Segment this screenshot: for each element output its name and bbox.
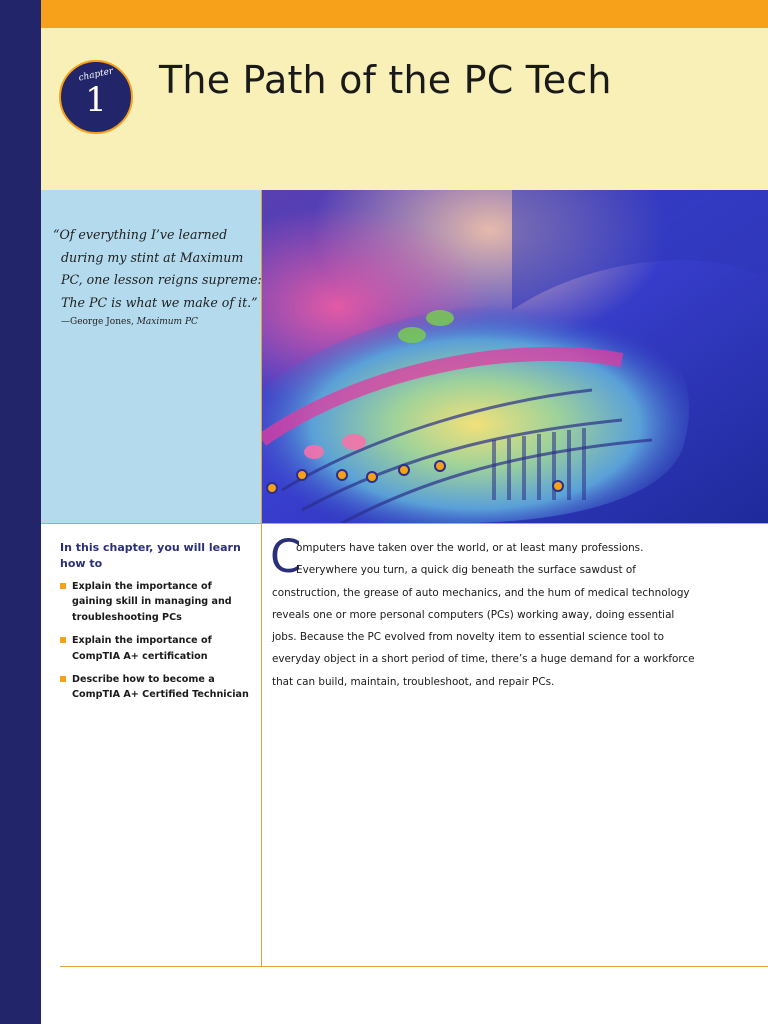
square-bullet-icon bbox=[60, 637, 66, 643]
objective-item bbox=[60, 579, 255, 625]
objective-text: Describe how to become a CompTIA A+ Certified Technician bbox=[72, 674, 249, 701]
quote-panel bbox=[41, 190, 262, 523]
quote-line: “Of everything I’ve learned bbox=[53, 227, 228, 242]
circuit-board-photo bbox=[262, 190, 768, 523]
left-color-bar bbox=[0, 0, 41, 1024]
objectives-list bbox=[60, 579, 255, 703]
square-bullet-icon bbox=[60, 676, 66, 682]
drop-cap: C bbox=[270, 530, 302, 583]
objective-item bbox=[60, 633, 255, 664]
chapter-badge-word: chapter bbox=[77, 66, 115, 84]
chapter-number: 1 bbox=[85, 80, 107, 120]
epigraph-quote bbox=[53, 224, 262, 314]
objective-text: Explain the importance of gaining skill in managing and troubleshooting PCs bbox=[72, 581, 232, 623]
body-line: construction, the grease of auto mechanics, and the hum of medical technology bbox=[272, 586, 690, 599]
top-color-bar bbox=[41, 0, 768, 28]
quote-attribution-author: —George Jones, bbox=[61, 317, 137, 327]
chapter-header bbox=[41, 28, 768, 191]
column-divider bbox=[261, 523, 262, 966]
body-line: jobs. Because the PC evolved from novelty item to essential science tool to bbox=[272, 631, 664, 644]
body-line: that can build, maintain, troubleshoot, and repair PCs. bbox=[272, 675, 555, 688]
objective-item bbox=[60, 672, 255, 703]
quote-line: during my stint at Maximum bbox=[61, 249, 244, 265]
quote-line: PC, one lesson reigns supreme: bbox=[61, 272, 262, 287]
quote-line: The PC is what we make of it.” bbox=[61, 294, 258, 310]
chapter-badge bbox=[59, 60, 133, 134]
objective-text: Explain the importance of CompTIA A+ certification bbox=[72, 635, 212, 662]
body-line: omputers have taken over the world, or at least many professions. bbox=[296, 542, 644, 554]
section-divider bbox=[41, 523, 768, 524]
square-bullet-icon bbox=[60, 583, 66, 589]
body-line: reveals one or more personal computers (PCs) working away, doing essential bbox=[272, 608, 675, 621]
quote-attribution-publication: Maximum PC bbox=[136, 317, 198, 327]
body-line: everyday object in a short period of time, there’s a huge demand for a workforce bbox=[272, 653, 695, 666]
chapter-title: The Path of the PC Tech bbox=[159, 58, 612, 102]
quote-attribution bbox=[61, 317, 198, 327]
body-line: Everywhere you turn, a quick dig beneath the surface sawdust of bbox=[296, 564, 636, 577]
footer-rule bbox=[60, 966, 768, 967]
chapter-intro-text bbox=[272, 537, 712, 693]
learning-objectives bbox=[60, 540, 255, 711]
objectives-heading: In this chapter, you will learn how to bbox=[60, 541, 241, 570]
